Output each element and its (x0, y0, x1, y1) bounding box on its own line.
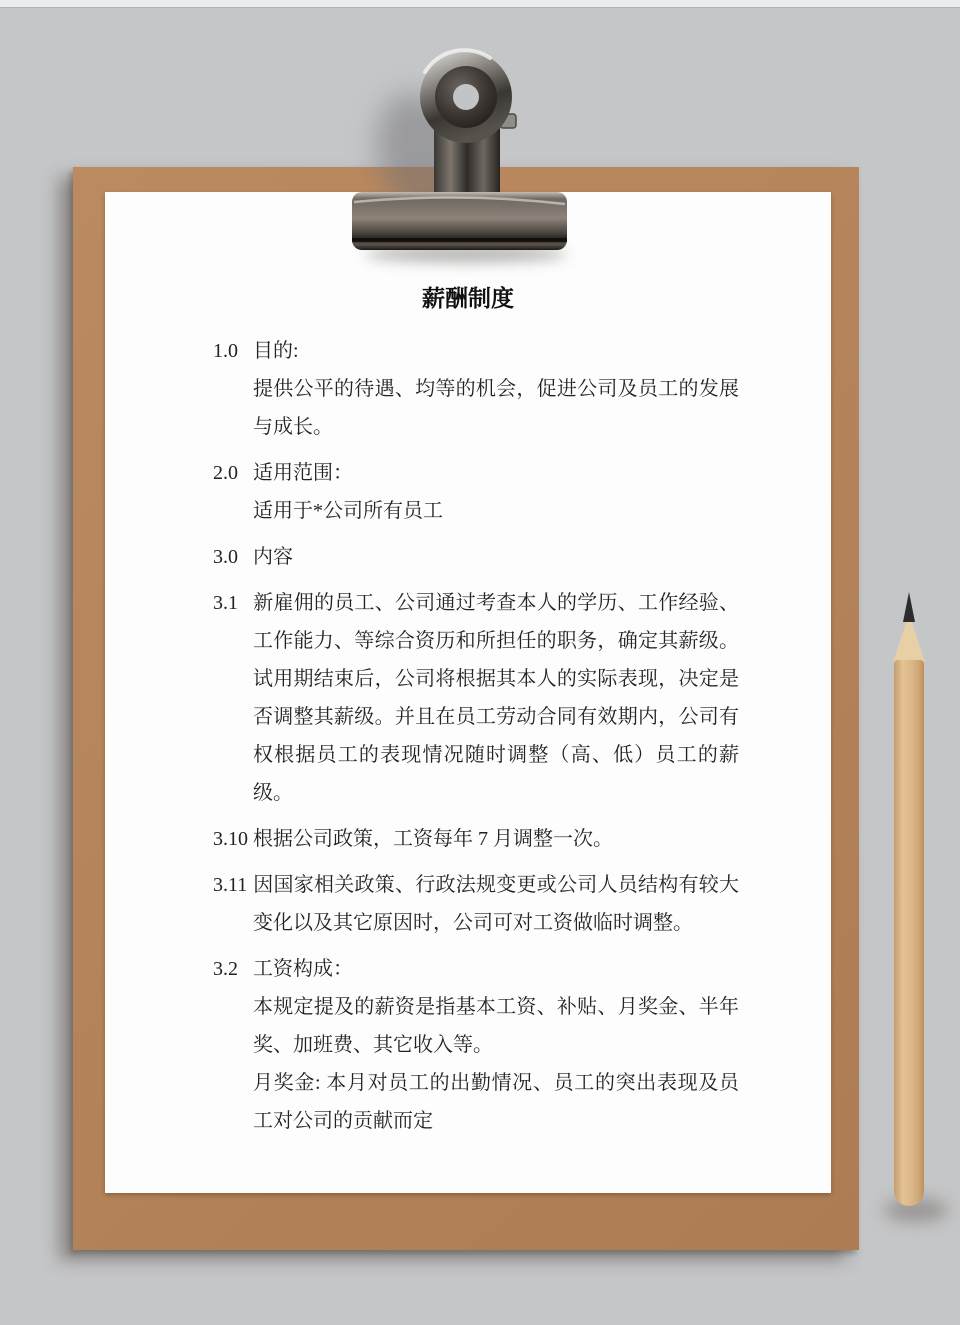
section-number: 2.0 (213, 462, 238, 484)
section-first-line (213, 584, 739, 812)
paragraph: 提供公平的待遇、均等的机会，促进公司及员工的发展与成长。 (253, 378, 739, 438)
binder-clip-icon (340, 42, 590, 257)
section-3.2 (213, 950, 739, 1140)
section-first-line (213, 332, 739, 370)
document-title: 薪酬制度 (422, 286, 514, 311)
section-first-line (213, 454, 739, 492)
section-number: 3.2 (213, 958, 238, 980)
section-3.1 (213, 584, 739, 812)
section-first-line (213, 538, 739, 576)
section-2.0 (213, 454, 739, 530)
section-3.11 (213, 866, 739, 942)
section-number: 3.10 (213, 828, 248, 850)
section-3.10 (213, 820, 739, 858)
pencil-tip (903, 592, 915, 622)
section-text: 内容 (253, 546, 293, 568)
section-number: 3.1 (213, 592, 238, 614)
section-first-line (213, 820, 739, 858)
section-first-line (213, 950, 739, 988)
section-text: 工资构成： (253, 958, 353, 980)
section-text: 目的: (253, 340, 299, 362)
section-3.0 (213, 538, 739, 576)
paragraph: 适用于*公司所有员工 (253, 500, 443, 522)
pencil (893, 592, 925, 1208)
paper-sheet (105, 192, 831, 1193)
section-text: 根据公司政策，工资每年 7 月调整一次。 (253, 828, 613, 850)
pencil-body (894, 660, 924, 1206)
section-text: 适用范围： (253, 462, 353, 484)
section-number: 3.0 (213, 546, 238, 568)
section-1.0 (213, 332, 739, 446)
section-first-line (213, 866, 739, 942)
section-text: 新雇佣的员工、公司通过考查本人的学历、工作经验、工作能力、等综合资历和所担任的职务，确定其薪级。试用期结束后，公司将根据其本人的实际表现，决定是否调整其薪级。并且在员工劳动合同有效期内，公司有权根据员工的表现情况随时调整（高、低）员工的薪级。 (253, 592, 739, 804)
paragraph: 月奖金: 本月对员工的出勤情况、员工的突出表现及员工对公司的贡献而定 (253, 1072, 739, 1132)
document-body (213, 332, 739, 1140)
section-text: 因国家相关政策、行政法规变更或公司人员结构有较大变化以及其它原因时，公司可对工资做临时调整。 (253, 874, 739, 934)
section-number: 3.11 (213, 874, 248, 896)
paragraph: 本规定提及的薪资是指基本工资、补贴、月奖金、半年奖、加班费、其它收入等。 (253, 996, 739, 1056)
top-strip (0, 0, 960, 8)
section-number: 1.0 (213, 340, 238, 362)
